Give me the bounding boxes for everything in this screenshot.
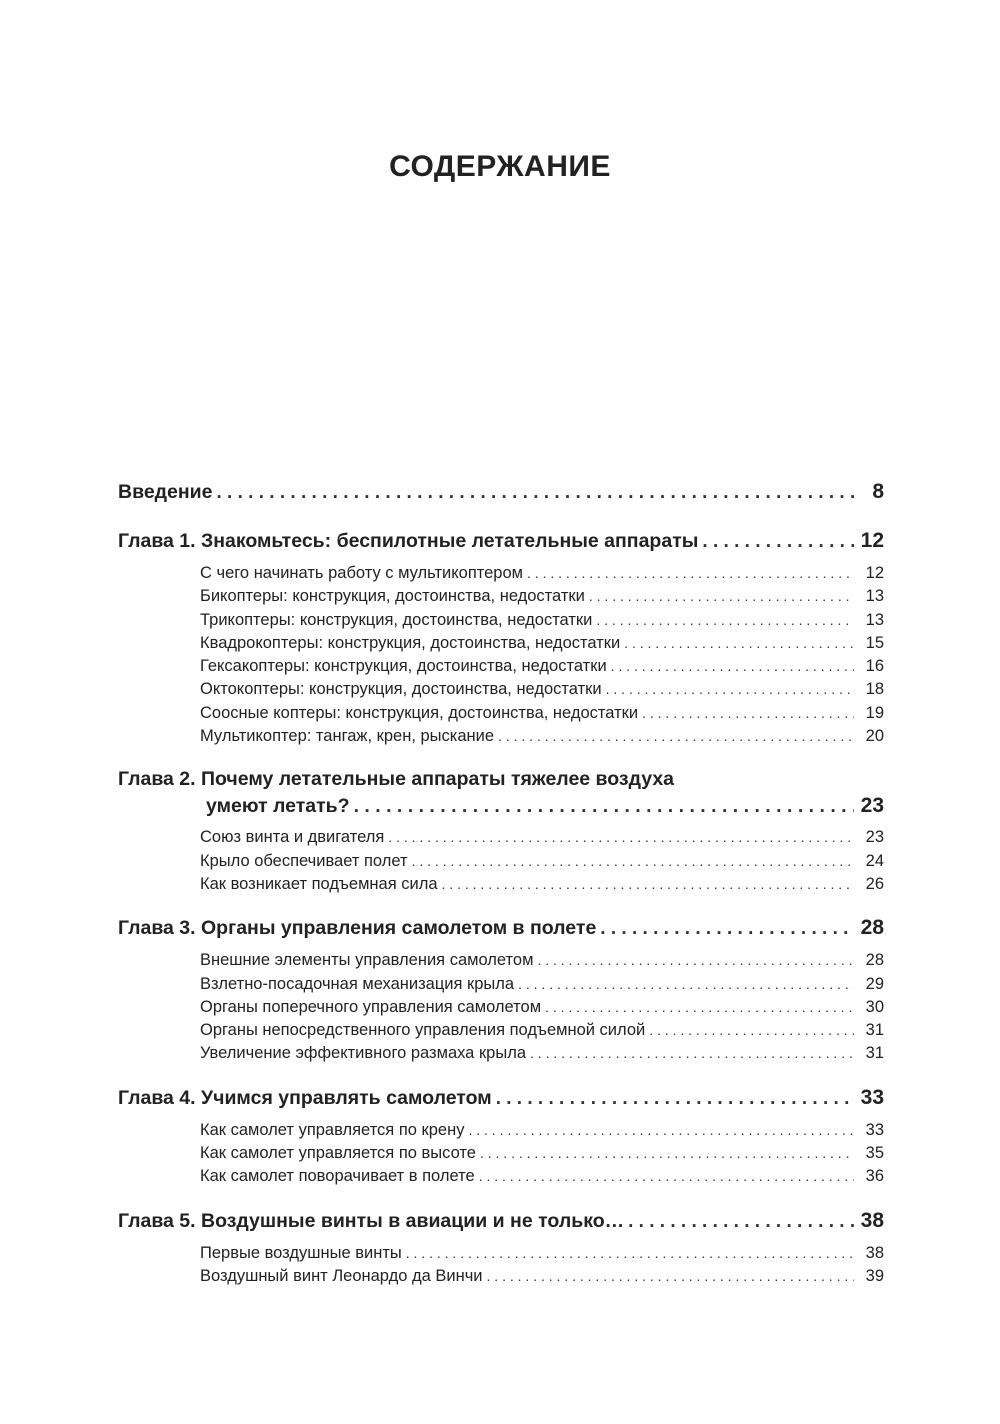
dot-leader <box>606 678 854 701</box>
dot-leader <box>354 792 854 820</box>
toc-section[interactable] <box>118 609 884 632</box>
dot-leader <box>498 725 854 748</box>
toc-section-label: Воздушный винт Леонардо да Винчи <box>200 1266 483 1285</box>
toc-chapter-2-sections <box>118 826 884 896</box>
toc-chapter-label: Глава 4. Учимся управлять самолетом <box>118 1086 492 1109</box>
toc-section[interactable] <box>118 949 884 972</box>
toc-entry-page: 8 <box>872 480 884 503</box>
dot-leader <box>624 632 854 655</box>
dot-leader <box>518 973 854 996</box>
toc-section-page: 20 <box>865 727 884 746</box>
toc-section[interactable] <box>118 678 884 701</box>
toc-chapter-3-sections <box>118 949 884 1065</box>
toc-section-page: 24 <box>865 851 884 870</box>
toc-chapter-2-line1[interactable]: Глава 2. Почему летательные аппараты тяжелее воздуха <box>118 768 675 791</box>
toc-chapter-5[interactable] <box>118 1207 884 1236</box>
toc-chapter-4[interactable] <box>118 1084 884 1113</box>
toc-section[interactable] <box>118 1165 884 1188</box>
dot-leader <box>545 996 854 1019</box>
toc-section-page: 30 <box>865 997 884 1016</box>
toc-section-label: Органы непосредственного управления подъемной силой <box>200 1021 646 1040</box>
dot-leader <box>596 609 854 632</box>
toc-chapter-label: Глава 5. Воздушные винты в авиации и не только… <box>118 1209 625 1232</box>
toc-section[interactable] <box>118 585 884 608</box>
dot-leader <box>487 1265 854 1288</box>
page-title: СОДЕРЖАНИЕ <box>389 150 611 183</box>
table-of-contents <box>118 478 884 1288</box>
toc-section-label: Октокоптеры: конструкция, достоинства, недостатки <box>200 680 602 699</box>
toc-section-page: 18 <box>865 680 884 699</box>
toc-chapter-1-sections <box>118 562 884 748</box>
toc-section[interactable] <box>118 1119 884 1142</box>
toc-section-page: 31 <box>865 1044 884 1063</box>
toc-section[interactable] <box>118 655 884 678</box>
toc-section-label: Квадрокоптеры: конструкция, достоинства, недостатки <box>200 633 621 652</box>
toc-chapter-5-sections <box>118 1242 884 1289</box>
dot-leader <box>527 562 854 585</box>
dot-leader <box>412 850 854 873</box>
dot-leader <box>468 1119 854 1142</box>
toc-chapter-label: умеют летать? <box>206 795 350 818</box>
toc-section-label: Как самолет поворачивает в полете <box>200 1167 475 1186</box>
dot-leader <box>702 528 854 556</box>
toc-section-label: С чего начинать работу с мультикоптером <box>200 564 524 582</box>
toc-section-page: 35 <box>865 1144 884 1163</box>
toc-section-page: 28 <box>865 951 884 970</box>
dot-leader <box>589 585 854 608</box>
toc-section-label: Бикоптеры: конструкция, достоинства, недостатки <box>200 587 585 606</box>
toc-entry-intro[interactable] <box>118 478 884 507</box>
toc-chapter-label: Глава 3. Органы управления самолетом в полете <box>118 917 597 940</box>
toc-section[interactable] <box>118 973 884 996</box>
toc-section-page: 31 <box>865 1021 884 1040</box>
toc-chapter-3[interactable] <box>118 914 884 943</box>
toc-section[interactable] <box>118 1019 884 1042</box>
toc-chapter-page: 23 <box>860 794 884 818</box>
dot-leader <box>479 1165 854 1188</box>
toc-section[interactable] <box>118 1142 884 1165</box>
toc-section-label: Крыло обеспечивает полет <box>200 851 408 870</box>
toc-section[interactable] <box>118 873 884 896</box>
toc-section-label: Как возникает подъемная сила <box>200 874 438 893</box>
toc-section[interactable] <box>118 1265 884 1288</box>
dot-leader <box>600 915 854 943</box>
toc-section-page: 33 <box>865 1120 884 1139</box>
toc-chapter-page: 33 <box>860 1085 884 1109</box>
toc-section[interactable] <box>118 1242 884 1265</box>
toc-section-page: 12 <box>865 564 884 582</box>
toc-section-label: Первые воздушные винты <box>200 1243 402 1262</box>
toc-section-page: 16 <box>865 657 884 676</box>
toc-section-label: Внешние элементы управления самолетом <box>200 951 534 970</box>
toc-section-label: Взлетно-посадочная механизация крыла <box>200 974 515 993</box>
dot-leader <box>628 1208 854 1236</box>
toc-section-label: Увеличение эффективного размаха крыла <box>200 1044 527 1063</box>
toc-chapter-4-sections <box>118 1119 884 1189</box>
dot-leader <box>530 1042 854 1065</box>
toc-chapter-1[interactable] <box>118 527 884 556</box>
dot-leader <box>442 873 854 896</box>
toc-section[interactable] <box>118 850 884 873</box>
toc-section-page: 26 <box>865 874 884 893</box>
toc-chapter-2[interactable] <box>118 792 884 820</box>
toc-section-page: 39 <box>865 1266 884 1285</box>
dot-leader <box>649 1019 854 1042</box>
toc-section-label: Гексакоптеры: конструкция, достоинства, недостатки <box>200 657 607 676</box>
toc-section-page: 15 <box>865 633 884 652</box>
toc-section-page: 13 <box>865 610 884 629</box>
toc-section-label: Трикоптеры: конструкция, достоинства, недостатки <box>200 610 593 629</box>
toc-section[interactable] <box>118 702 884 725</box>
toc-section-label: Соосные коптеры: конструкция, достоинства, недостатки <box>200 703 639 722</box>
dot-leader <box>388 826 854 849</box>
toc-section-page: 23 <box>865 828 884 847</box>
toc-section[interactable] <box>118 632 884 655</box>
toc-section[interactable] <box>118 562 884 585</box>
toc-section-label: Союз винта и двигателя <box>200 828 385 847</box>
toc-section-page: 36 <box>865 1167 884 1186</box>
toc-section-label: Как самолет управляется по крену <box>200 1120 465 1139</box>
toc-chapter-page: 38 <box>860 1208 884 1232</box>
dot-leader <box>480 1142 854 1165</box>
toc-section-label: Органы поперечного управления самолетом <box>200 997 542 1016</box>
toc-section-page: 13 <box>865 587 884 606</box>
toc-section[interactable] <box>118 1042 884 1065</box>
toc-section[interactable] <box>118 725 884 748</box>
toc-chapter-page: 12 <box>860 529 884 552</box>
toc-section-page: 19 <box>865 703 884 722</box>
toc-chapter-page: 28 <box>860 916 884 940</box>
toc-section-page: 38 <box>865 1243 884 1262</box>
toc-section[interactable] <box>118 996 884 1019</box>
dot-leader <box>537 949 854 972</box>
toc-section[interactable] <box>118 826 884 849</box>
dot-leader <box>496 1085 854 1113</box>
toc-section-label: Как самолет управляется по высоте <box>200 1144 476 1163</box>
toc-entry-label: Введение <box>118 481 213 503</box>
toc-section-label: Мультикоптер: тангаж, крен, рыскание <box>200 727 495 746</box>
toc-section-page: 29 <box>865 974 884 993</box>
dot-leader <box>611 655 854 678</box>
dot-leader <box>217 479 855 507</box>
dot-leader <box>406 1242 854 1265</box>
dot-leader <box>642 702 854 725</box>
toc-chapter-label: Глава 1. Знакомьтесь: беспилотные летательные аппараты <box>118 530 699 552</box>
